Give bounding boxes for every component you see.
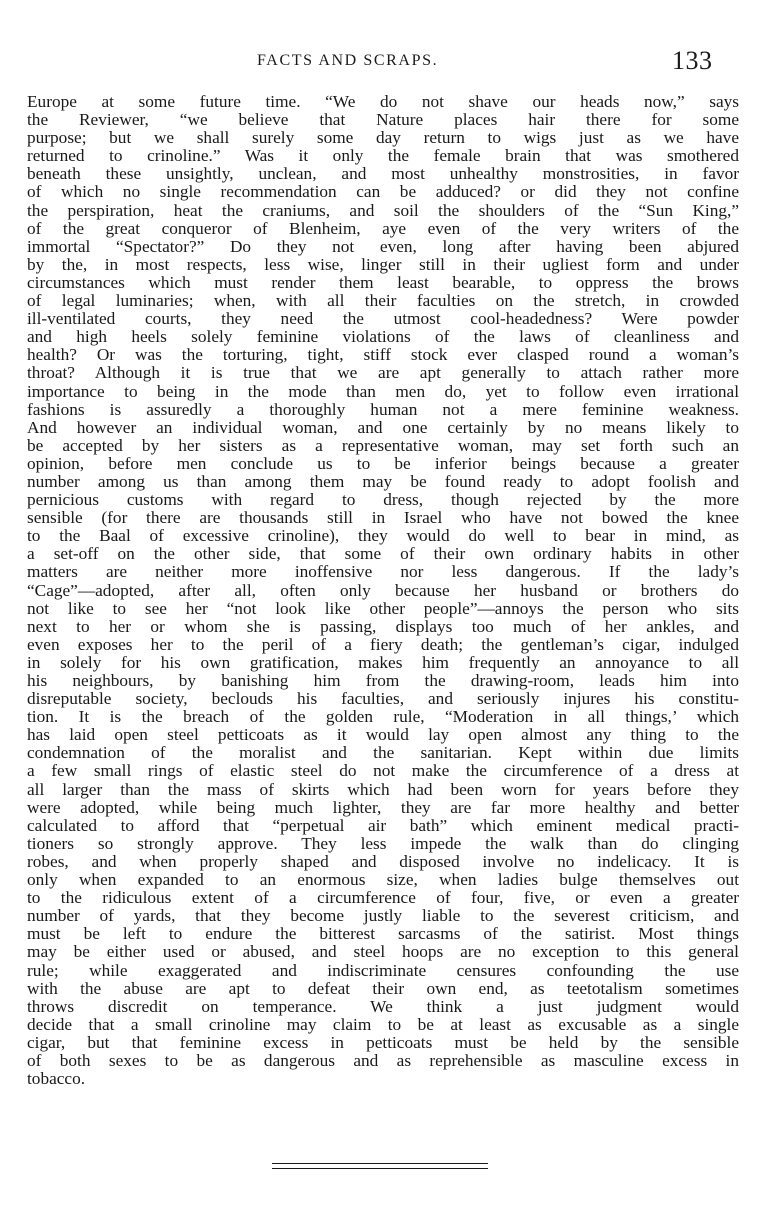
text-line: of the great conqueror of Blenheim, aye even of the very writers of the <box>27 218 739 238</box>
text-line: disreputable society, beclouds his faculties, and seriously injures his constitu- <box>27 689 739 709</box>
text-line: tobacco. <box>27 1069 86 1089</box>
body-paragraph <box>27 93 739 1088</box>
text-line: importance to being in the mode than men do, yet to follow even irrational <box>27 381 739 401</box>
text-line: throat? Although it is true that we are apt generally to attach rather more <box>27 363 739 383</box>
text-line: not like to see her “not look like other people”—annoys the person who sits <box>27 598 739 618</box>
running-title: FACTS AND SCRAPS. <box>257 52 439 69</box>
text-line: tioners so strongly approve. They less impede the walk than do clinging <box>27 833 739 853</box>
text-line: with the abuse are apt to defeat their own end, as teetotalism sometimes <box>27 978 739 998</box>
text-line: Europe at some future time. “We do not shave our heads now,” says <box>27 92 739 111</box>
text-line: decide that a small crinoline may claim to be at least as excusable as a single <box>27 1014 739 1034</box>
text-line: fashions is assuredly a thoroughly human not a mere feminine weakness. <box>27 399 739 419</box>
text-line: tion. It is the breach of the golden rule, “Moderation in all things,’ which <box>27 707 739 727</box>
text-line: pernicious customs with regard to dress, though rejected by the more <box>27 490 739 510</box>
text-line: to the Baal of excessive crinoline), they would do well to bear in mind, as <box>27 526 739 546</box>
text-line: his neighbours, by banishing him from the drawing-room, leads him into <box>27 671 739 690</box>
text-line: number among us than among them may be found ready to adopt foolish and <box>27 471 739 491</box>
text-line: immortal “Spectator?” Do they not even, long after having been abjured <box>27 236 739 256</box>
text-line: sensible (for there are thousands still in Israel who have not bowed the knee <box>27 508 739 528</box>
text-line: even exposes her to the peril of a fiery death; the gentleman’s cigar, indulged <box>27 634 739 654</box>
running-head <box>0 46 777 76</box>
text-line: in solely for his own gratification, makes him frequently an annoyance to all <box>27 652 739 672</box>
text-line: of both sexes to be as dangerous and as reprehensible as masculine excess in <box>27 1050 739 1070</box>
text-line: of which no single recommendation can be adduced? or did they not confine <box>27 182 739 202</box>
text-line: of legal luminaries; when, with all their faculties on the stretch, in crowded <box>27 291 739 311</box>
text-line: the perspiration, heat the craniums, and soil the shoulders of the “Sun King,” <box>27 200 739 220</box>
text-line: all larger than the mass of skirts which had been worn for years before they <box>27 779 739 799</box>
text-line: by the, in most respects, less wise, linger still in their ugliest form and under <box>27 254 739 274</box>
text-line: returned to crinoline.” Was it only the female brain that was smothered <box>27 146 739 166</box>
text-line: has laid open steel petticoats as it would lay open almost any thing to the <box>27 725 739 745</box>
text-line: And however an individual woman, and one certainly by no means likely to <box>27 417 739 437</box>
text-line: cigar, but that feminine excess in petticoats must be held by the sensible <box>27 1032 739 1052</box>
text-line: be accepted by her sisters as a representative woman, may set forth such an <box>27 435 739 455</box>
text-line: number of yards, that they become justly liable to the severest criticism, and <box>27 906 739 926</box>
text-line: a few small rings of elastic steel do not make the circumference of a dress at <box>27 761 739 781</box>
text-line: matters are neither more inoffensive nor less dangerous. If the lady’s <box>27 562 739 582</box>
text-line: only when expanded to an enormous size, when ladies bulge themselves out <box>27 870 739 890</box>
text-line: were adopted, while being much lighter, they are far more healthy and better <box>27 797 739 817</box>
end-rule-top <box>272 1163 488 1164</box>
text-line: ill-ventilated courts, they need the utmost cool-headedness? Were powder <box>27 309 739 329</box>
text-line: may be either used or abused, and steel hoops are no exception to this general <box>27 942 739 962</box>
page-number: 133 <box>672 46 713 75</box>
text-line: “Cage”—adopted, after all, often only because her husband or brothers do <box>27 580 739 600</box>
text-line: rule; while exaggerated and indiscriminate censures confounding the use <box>27 960 739 980</box>
text-line: health? Or was the torturing, tight, stiff stock ever clasped round a woman’s <box>27 345 739 365</box>
text-line: must be left to endure the bitterest sarcasms of the satirist. Most things <box>27 924 739 944</box>
text-line: calculated to afford that “perpetual air bath” which eminent medical practi- <box>27 815 739 835</box>
text-line: beneath these unsightly, unclean, and most unhealthy monstrosities, in favor <box>27 164 739 184</box>
text-line: and high heels solely feminine violations of the laws of cleanliness and <box>27 327 739 347</box>
text-line: robes, and when properly shaped and disposed involve no indelicacy. It is <box>27 851 739 871</box>
text-line: purpose; but we shall surely some day return to wigs just as we have <box>27 128 739 148</box>
end-rule-bottom <box>272 1168 488 1169</box>
text-line: the Reviewer, “we believe that Nature places hair there for some <box>27 110 739 130</box>
text-line: throws discredit on temperance. We think a just judgment would <box>27 996 739 1016</box>
text-line: circumstances which must render them least bearable, to oppress the brows <box>27 272 739 292</box>
text-line: to the ridiculous extent of a circumference of four, five, or even a greater <box>27 888 739 908</box>
text-line: a set-off on the other side, that some of their own ordinary habits in other <box>27 544 739 564</box>
text-line: condemnation of the moralist and the sanitarian. Kept within due limits <box>27 743 739 763</box>
text-line: opinion, before men conclude us to be inferior beings because a greater <box>27 453 739 473</box>
text-line: next to her or whom she is passing, displays too much of her ankles, and <box>27 616 739 636</box>
